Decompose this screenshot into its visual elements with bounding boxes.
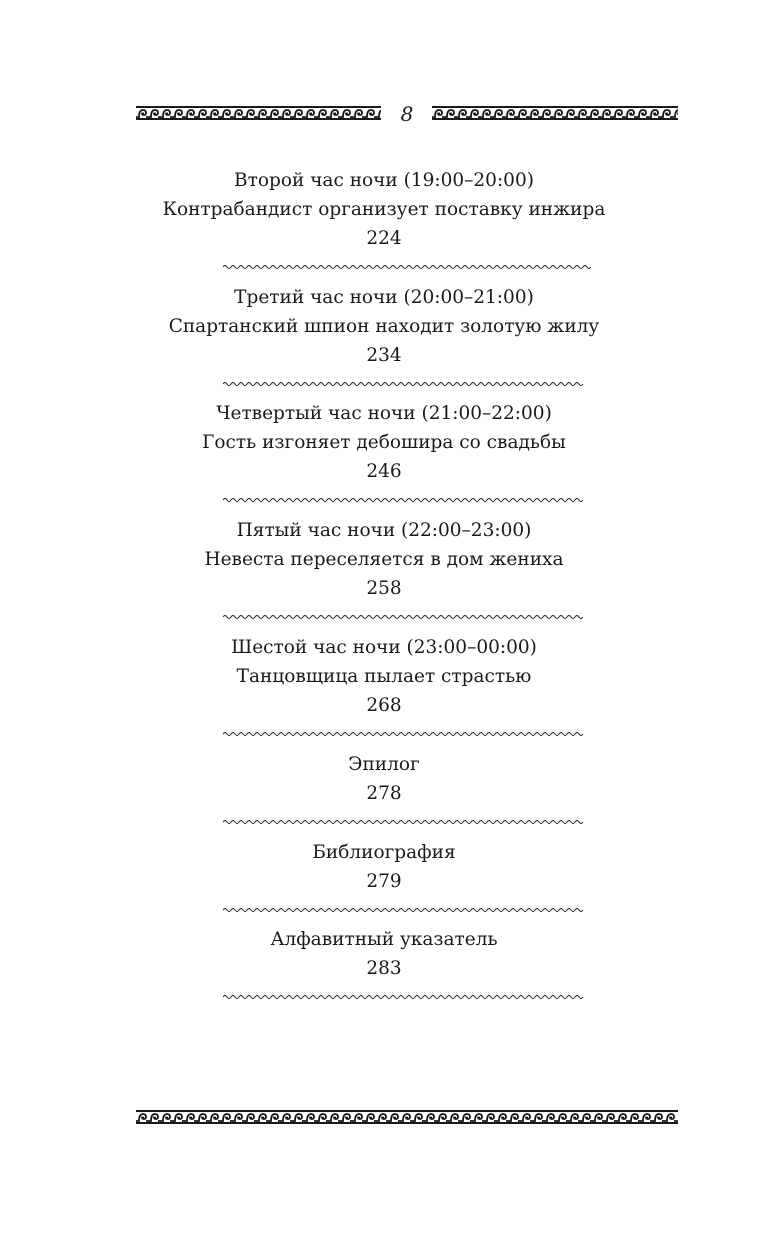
toc-entry-page: 278 bbox=[366, 783, 402, 804]
toc-entry[interactable] bbox=[0, 283, 768, 370]
greek-wave-pattern-icon bbox=[136, 1112, 678, 1122]
toc-entry[interactable] bbox=[0, 838, 768, 896]
toc-entry-title: Третий час ночи (20:00–21:00) bbox=[234, 287, 534, 308]
toc-entry[interactable] bbox=[0, 166, 768, 253]
page-number: 8 bbox=[400, 102, 414, 126]
toc-entry-subtitle: Танцовщица пылает страстью bbox=[236, 666, 532, 687]
toc-entry-title: Пятый час ночи (22:00–23:00) bbox=[236, 520, 532, 541]
toc-entry[interactable] bbox=[0, 633, 768, 720]
toc-entry-subtitle: Невеста переселяется в дом жениха bbox=[204, 549, 564, 570]
header-ornament-left bbox=[136, 106, 381, 120]
toc-entry[interactable] bbox=[0, 750, 768, 808]
header-ornament-right bbox=[432, 106, 678, 120]
toc-entry-page: 246 bbox=[366, 461, 402, 482]
tilde-divider bbox=[223, 818, 591, 826]
toc-entry-page: 268 bbox=[366, 695, 402, 716]
toc-entry[interactable] bbox=[0, 925, 768, 983]
footer-ornament bbox=[136, 1110, 678, 1124]
tilde-divider bbox=[223, 496, 591, 504]
toc-entry[interactable] bbox=[0, 399, 768, 486]
toc-entry-subtitle: Контрабандист организует поставку инжира bbox=[162, 199, 606, 220]
tilde-divider bbox=[223, 613, 591, 621]
toc-entry-page: 224 bbox=[366, 228, 402, 249]
toc-entry-title: Второй час ночи (19:00–20:00) bbox=[234, 170, 534, 191]
tilde-divider bbox=[223, 730, 591, 738]
toc-entry-page: 234 bbox=[366, 345, 402, 366]
greek-wave-pattern-icon bbox=[432, 108, 678, 118]
tilde-divider bbox=[223, 906, 591, 914]
toc-entry-page: 279 bbox=[366, 871, 402, 892]
toc-entry-page: 258 bbox=[366, 578, 402, 599]
toc-entry-title: Библиография bbox=[312, 842, 456, 863]
tilde-divider bbox=[223, 263, 591, 271]
tilde-divider bbox=[223, 993, 591, 1001]
greek-wave-pattern-icon bbox=[136, 108, 381, 118]
toc-entry-subtitle: Гость изгоняет дебошира со свадьбы bbox=[202, 432, 566, 453]
toc-entry-title: Шестой час ночи (23:00–00:00) bbox=[231, 637, 537, 658]
toc-entry-subtitle: Спартанский шпион находит золотую жилу bbox=[168, 316, 600, 337]
toc-entry-title: Эпилог bbox=[348, 754, 420, 775]
toc-entry-title: Четвертый час ночи (21:00–22:00) bbox=[216, 403, 552, 424]
tilde-divider bbox=[223, 380, 591, 388]
toc-entry-title: Алфавитный указатель bbox=[270, 929, 498, 950]
toc-entry-page: 283 bbox=[366, 958, 402, 979]
toc-entry[interactable] bbox=[0, 516, 768, 603]
